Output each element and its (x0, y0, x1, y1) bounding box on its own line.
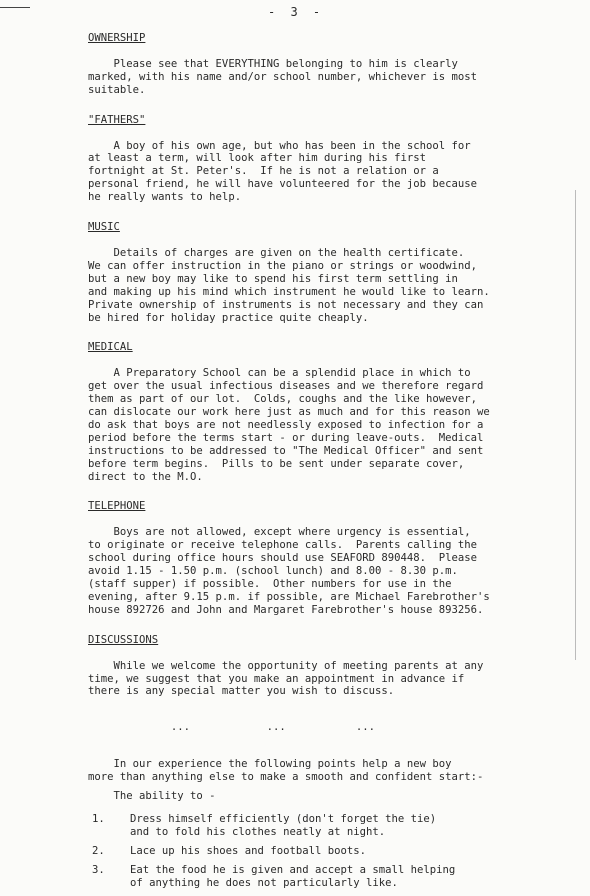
item-text: of anything he does not particularly like. (130, 876, 398, 889)
text-line: Please see that EVERYTHING belonging to him is clearly (88, 57, 458, 70)
section-heading: MUSIC (88, 221, 120, 234)
text-line: While we welcome the opportunity of meeting parents at any (88, 659, 484, 672)
closing-paragraph (88, 758, 558, 784)
document-body (88, 32, 558, 896)
text-line: house 892726 and John and Margaret Farebrother's house 893256. (88, 603, 484, 616)
section-heading: OWNERSHIP (88, 32, 146, 44)
text-line: instructions to be addressed to "The Medical Officer" and sent (88, 444, 484, 457)
text-line: Boys are not allowed, except where urgency is essential, (88, 526, 471, 539)
section-paragraph (88, 367, 558, 483)
text-line: marked, with his name and/or school number, whichever is most (88, 70, 478, 83)
section-heading: "FATHERS" (88, 113, 146, 126)
section-separator: ... ... ... (88, 721, 376, 734)
section-music (88, 221, 558, 324)
item-text: and to fold his clothes neatly at night. (130, 825, 386, 838)
item-number: 3. (92, 863, 105, 876)
text-line: can dislocate our work here just as much and for this reason we (88, 406, 490, 419)
section-paragraph (88, 58, 558, 97)
item-number: 1. (92, 812, 105, 825)
section-paragraph (88, 660, 558, 699)
text-line: them as part of our lot. Colds, coughs and the like however, (88, 393, 478, 406)
text-line: avoid 1.15 - 1.50 p.m. (school lunch) and 8.00 - 8.30 p.m. (88, 565, 458, 578)
section-heading: MEDICAL (88, 341, 133, 354)
text-line: there is any special matter you wish to discuss. (88, 685, 395, 698)
text-line: period before the terms start - or during leave-outs. Medical (88, 431, 484, 444)
text-line: and making up his mind which instrument he would like to learn. (88, 285, 490, 298)
section-paragraph (88, 247, 558, 324)
section-telephone (88, 500, 558, 616)
text-line: direct to the M.O. (88, 470, 203, 483)
section-heading: DISCUSSIONS (88, 633, 159, 646)
section-discussions (88, 634, 558, 699)
section-heading: TELEPHONE (88, 500, 146, 513)
text-line: personal friend, he will have volunteered for the job because (88, 178, 478, 191)
closing-section (88, 758, 558, 889)
section-paragraph (88, 140, 558, 205)
text-line: do ask that boys are not needlessly exposed to infection for a (88, 418, 484, 431)
text-line: school during office hours should use SEAFORD 890448. Please (88, 552, 478, 565)
text-line: to originate or receive telephone calls. Parents calling the (88, 539, 478, 552)
section-ownership (88, 32, 558, 97)
text-line: suitable. (88, 83, 146, 96)
page-number: - 3 - (268, 5, 325, 19)
text-line: time, we suggest that you make an appointment in advance if (88, 672, 465, 685)
text-line: evening, after 9.15 p.m. if possible, are Michael Farebrother's (88, 590, 490, 603)
list-item (88, 845, 558, 858)
text-line: In our experience the following points help a new boy (88, 758, 452, 771)
text-line: at least a term, will look after him during his first (88, 152, 427, 165)
list-item (88, 864, 558, 890)
list-item (88, 813, 558, 839)
text-line: (staff supper) if possible. Other numbers for use in the (88, 578, 452, 590)
item-text: Lace up his shoes and football boots. (130, 844, 366, 857)
text-line: fortnight at St. Peter's. If he is not a relation or a (88, 165, 439, 178)
text-line: more than anything else to make a smooth and confident start:- (88, 771, 484, 784)
item-text: Eat the food he is given and accept a small helping (130, 863, 456, 876)
text-line: be hired for holiday practice quite cheaply. (88, 311, 369, 324)
text-line: A boy of his own age, but who has been in the school for (88, 139, 471, 152)
text-line: A Preparatory School can be a splendid place in which to (88, 367, 471, 380)
text-line: get over the usual infectious diseases and we therefore regard (88, 380, 484, 393)
section-paragraph (88, 526, 558, 616)
text-line: but a new boy may like to spend his first term settling in (88, 272, 458, 285)
top-rule (0, 7, 30, 8)
margin-rule (575, 190, 576, 660)
ability-intro: The ability to - (88, 790, 216, 803)
section-medical (88, 341, 558, 483)
text-line: Details of charges are given on the health certificate. (88, 246, 465, 259)
text-line: Private ownership of instruments is not necessary and they can (88, 298, 484, 311)
text-line: We can offer instruction in the piano or strings or woodwind, (88, 259, 478, 272)
text-line: he really wants to help. (88, 191, 242, 204)
item-number: 2. (92, 844, 105, 857)
ability-list (88, 813, 558, 890)
text-line: before term begins. Pills to be sent under separate cover, (88, 457, 465, 470)
item-text: Dress himself efficiently (don't forget the tie) (130, 812, 437, 825)
section-fathers (88, 114, 558, 204)
